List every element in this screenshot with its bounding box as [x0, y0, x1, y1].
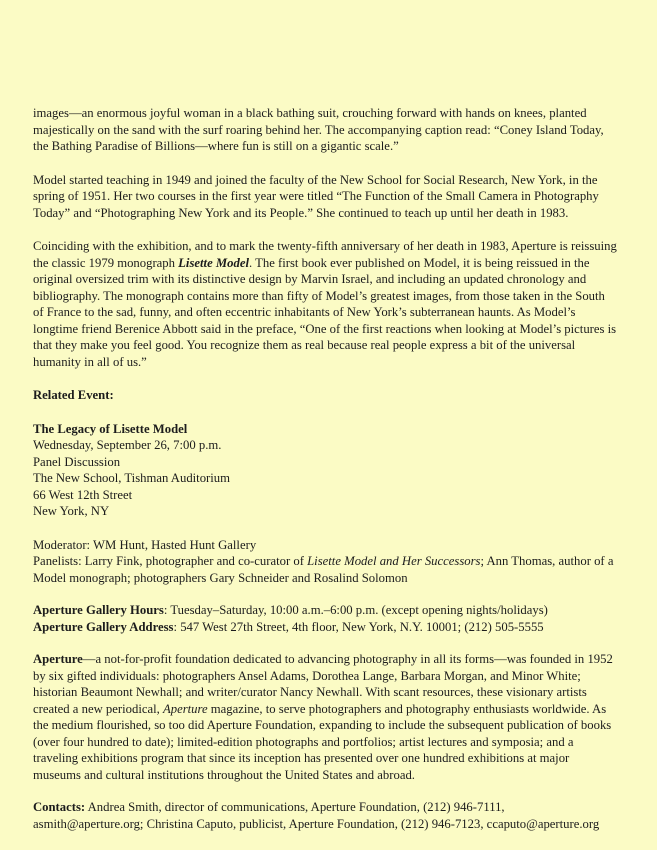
- gallery-hours-label: Aperture Gallery Hours: [33, 603, 164, 617]
- event-date: Wednesday, September 26, 7:00 p.m.: [33, 438, 222, 452]
- event-title: The Legacy of Lisette Model: [33, 421, 188, 436]
- event-type: Panel Discussion: [33, 454, 121, 469]
- gallery-address: Aperture Gallery Address: 547 West 27th Street, 4th floor, New York, N.Y. 10001; (212) 505-5555: [33, 619, 544, 634]
- coney-island-paragraph: images—an enormous joyful woman in a black bathing suit, crouching forward with hands on knees, planted majestically on the sand with the surf roaring behind her. The accompanying caption read: “Coney Island Today, the Bathing Paradise of Billions—where fun is still on a gigantic scale.”: [33, 106, 604, 153]
- gallery-hours: Aperture Gallery Hours: Tuesday–Saturday, 10:00 a.m.–6:00 p.m. (except opening nights/holidays): [33, 603, 548, 617]
- about-aperture-paragraph: Aperture—a not-for-profit foundation dedicated to advancing photography in all its forms—was founded in 1952 by six gifted individuals: photographers Ansel Adams, Dorothea Lange, Barbara Morgan, and Minor White; historian Beaumont Newhall; and writer/curator Nancy Newhall. With scant resources, these visionary artists created a new periodical, Aperture magazine, to serve photographers and photography enthusiasts worldwide. As the medium flourished, so too did Aperture Foundation, expanding to include the subsequent publication of books (over four hundred to date); limited-edition photographs and portfolios; artist lectures and symposia; and a traveling exhibitions program that since its inception has presented over one hundred exhibitions at major museums and cultural institutions throughout the United States and abroad.: [33, 652, 613, 782]
- event-street: 66 West 12th Street: [33, 487, 133, 502]
- monograph-paragraph: [33, 238, 617, 370]
- related-event-heading: Related Event:: [33, 388, 114, 402]
- contacts-label: Contacts:: [33, 800, 86, 814]
- monograph-book-title: Lisette Model: [178, 255, 249, 270]
- contacts-text: Andrea Smith, director of communications, Aperture Foundation, (212) 946-7111, asmith@aperture.org; Christina Caputo, publicist, Aperture Foundation, (212) 946-7123, ccaputo@aperture.org: [33, 800, 600, 831]
- event-moderator: Moderator: WM Hunt, Hasted Hunt Gallery: [33, 537, 257, 552]
- panelists-book-title: Lisette Model and Her Successors: [307, 554, 481, 568]
- aperture-magazine-title: Aperture: [162, 701, 208, 716]
- event-details: [33, 421, 617, 520]
- gallery-address-label: Aperture Gallery Address: [33, 619, 174, 634]
- teaching-paragraph: Model started teaching in 1949 and joined the faculty of the New School for Social Research, New York, in the spring of 1951. Her two courses in the first year were titled “The Function of the Small Camera in Photography Today” and “Photographing New York and its People.” She continued to teach up until her death in 1983.: [33, 172, 599, 220]
- aperture-name: Aperture: [33, 652, 83, 666]
- monograph-text-end: . The first book ever published on Model, it is being reissued in the original oversized trim with its distinctive design by Marvin Israel, and including an updated chronology and bibliography. The monograph contains more than fifty of Model’s greatest images, from those taken in the South of France to the sad, funny, and often eccentric inhabitants of New York’s subterranean haunts. As Model’s longtime friend Berenice Abbott said in the preface, “One of the first reactions when looking at Model’s pictures is that they make you feel good. You recognize them as real because real people express a bit of the universal humanity in all of us.”: [33, 255, 617, 369]
- event-venue: The New School, Tishman Auditorium: [33, 471, 231, 485]
- event-city: New York, NY: [33, 504, 110, 518]
- event-panelists: Panelists: Larry Fink, photographer and co-curator of Lisette Model and Her Successors; Ann Thomas, author of a Model monograph; photographers Gary Schneider and Rosalind Solomon: [33, 554, 614, 585]
- contacts-paragraph: [33, 799, 617, 832]
- event-people: [33, 537, 617, 587]
- monograph-text-start: Coinciding with the exhibition, and to mark the twenty-fifth anniversary of her death in 1983, Aperture is reissuing the classic 1979 monograph: [33, 239, 617, 270]
- gallery-info: [33, 602, 617, 635]
